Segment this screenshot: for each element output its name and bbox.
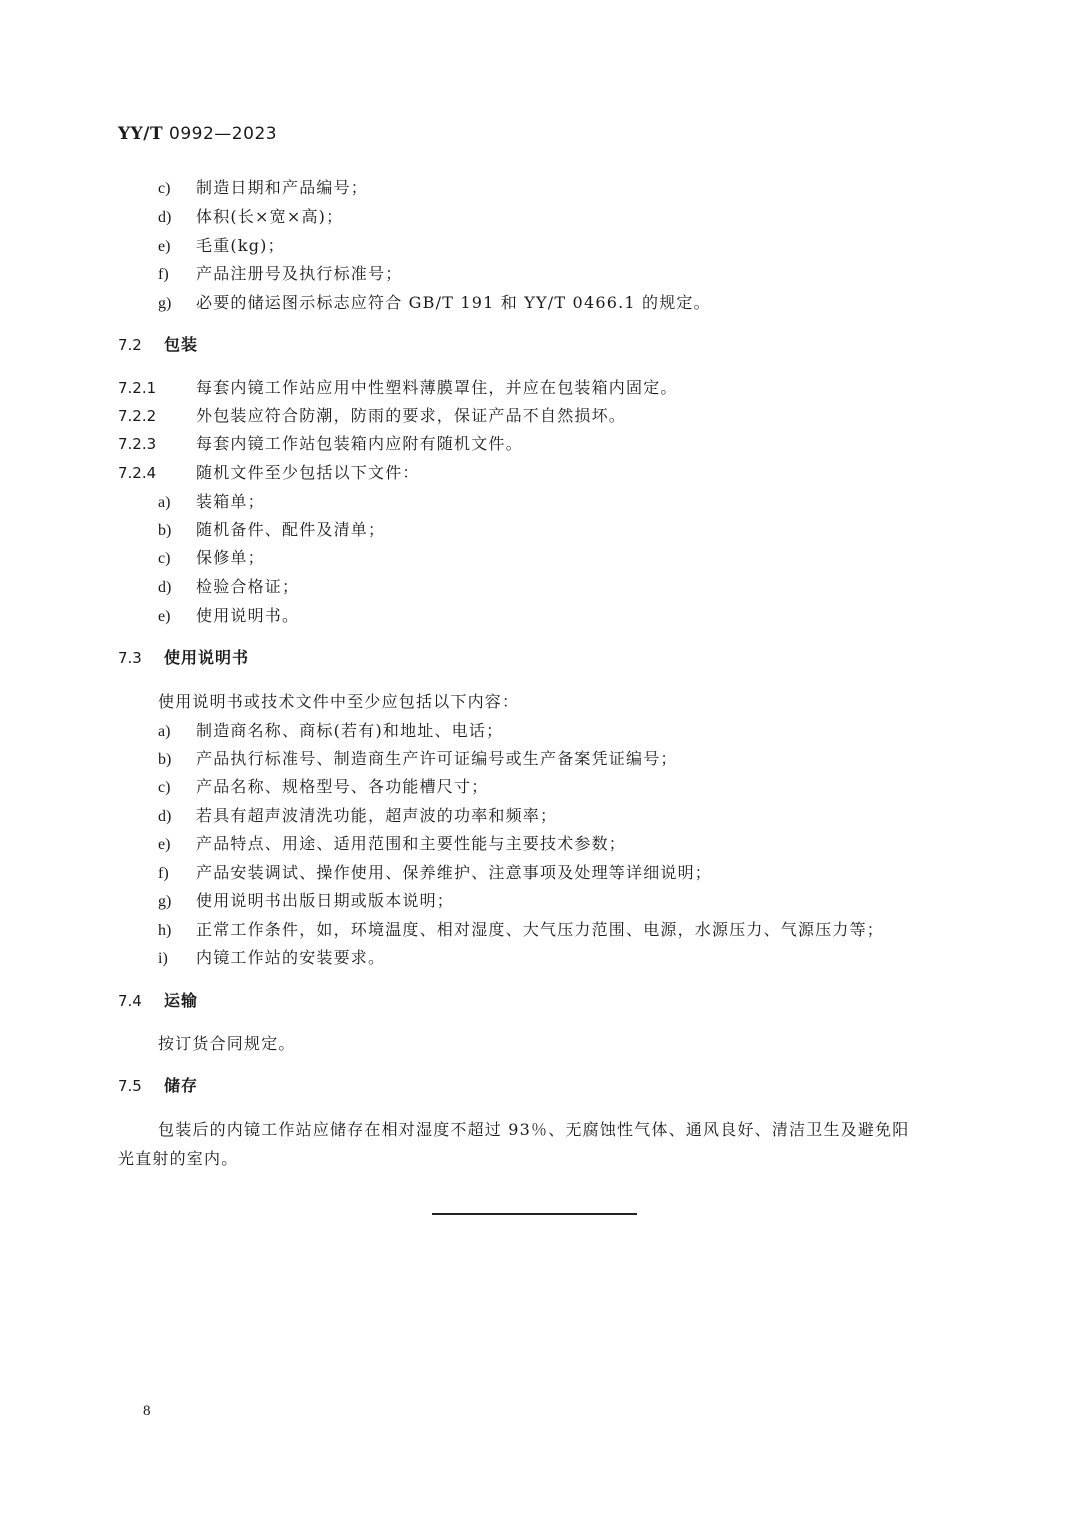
- clause-7-2-2: 7.2.2 外包装应符合防潮，防雨的要求，保证产品不自然损坏。: [118, 406, 627, 425]
- list-item: b) 产品执行标准号、制造商生产许可证编号或生产备案凭证编号；: [158, 749, 678, 768]
- section-body-7-5-line1: 包装后的内镜工作站应储存在相对湿度不超过 93％、无腐蚀性气体、通风良好、清洁卫生及避免阳: [158, 1120, 910, 1139]
- section-heading-7-4: 7.4 运输: [118, 991, 199, 1010]
- standard-header: [118, 124, 277, 144]
- standard-number: 0992—2023: [163, 124, 278, 144]
- list-item: e) 毛重(kg)；: [158, 236, 285, 255]
- list-item: c) 制造日期和产品编号；: [158, 178, 369, 197]
- list-item: f) 产品注册号及执行标准号；: [158, 264, 403, 283]
- section-body-7-4: 按订货合同规定。: [158, 1034, 296, 1053]
- list-item: c) 保修单；: [158, 548, 265, 567]
- list-item: e) 使用说明书。: [158, 606, 300, 625]
- list-item: b) 随机备件、配件及清单；: [158, 520, 386, 539]
- list-item: a) 制造商名称、商标(若有)和地址、电话；: [158, 721, 504, 740]
- list-item: i) 内镜工作站的安装要求。: [158, 948, 386, 967]
- list-item: d) 体积(长×宽×高)；: [158, 207, 344, 226]
- list-item: g) 必要的储运图示标志应符合 GB/T 191 和 YY/T 0466.1 的规定。: [158, 293, 711, 312]
- section-heading-7-3: 7.3 使用说明书: [118, 648, 250, 667]
- end-rule: [432, 1213, 637, 1215]
- list-item: h) 正常工作条件，如，环境温度、相对湿度、大气压力范围、电源，水源压力、气源压力等；: [158, 920, 885, 939]
- clause-7-2-1: 7.2.1 每套内镜工作站应用中性塑料薄膜罩住，并应在包装箱内固定。: [118, 378, 678, 397]
- section-heading-7-5: 7.5 储存: [118, 1076, 199, 1095]
- standard-code: YY/T: [118, 124, 164, 144]
- section-intro: 使用说明书或技术文件中至少应包括以下内容：: [158, 692, 520, 711]
- clause-7-2-4: 7.2.4 随机文件至少包括以下文件：: [118, 463, 420, 482]
- list-item: e) 产品特点、用途、适用范围和主要性能与主要技术参数；: [158, 834, 627, 853]
- list-item: f) 产品安装调试、操作使用、保养维护、注意事项及处理等详细说明；: [158, 863, 713, 882]
- list-item: c) 产品名称、规格型号、各功能槽尺寸；: [158, 777, 489, 796]
- list-item: a) 装箱单；: [158, 492, 265, 511]
- list-item: d) 若具有超声波清洗功能，超声波的功率和频率；: [158, 806, 558, 825]
- clause-7-2-3: 7.2.3 每套内镜工作站包装箱内应附有随机文件。: [118, 434, 523, 453]
- section-body-7-5-line2: 光直射的室内。: [118, 1149, 239, 1168]
- list-item: d) 检验合格证；: [158, 577, 300, 596]
- list-item: g) 使用说明书出版日期或版本说明；: [158, 891, 455, 910]
- page-number: 8: [143, 1403, 151, 1419]
- section-heading-7-2: 7.2 包装: [118, 335, 199, 354]
